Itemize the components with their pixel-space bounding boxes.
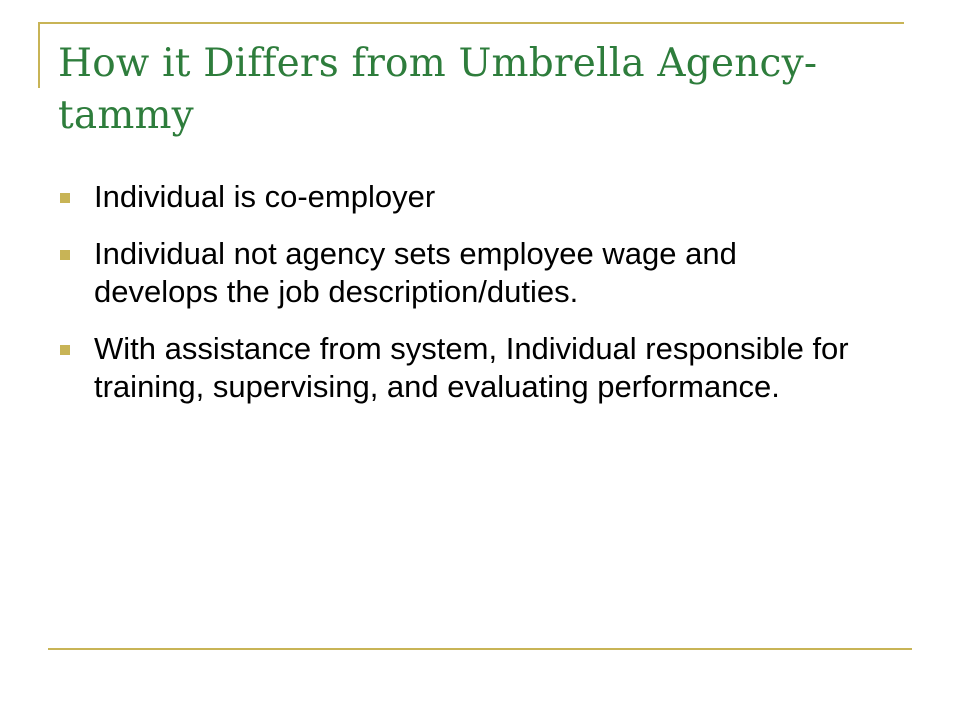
left-divider: [38, 22, 40, 88]
list-item: [60, 235, 860, 311]
bullet-text: With assistance from system, Individual responsible for training, supervising, and evaluating performance.: [94, 331, 849, 404]
square-bullet-icon: [60, 345, 70, 355]
bottom-divider: [48, 648, 912, 650]
list-item: [60, 330, 860, 406]
square-bullet-icon: [60, 250, 70, 260]
top-divider: [38, 22, 904, 24]
bullet-text: Individual is co-employer: [94, 179, 436, 214]
square-bullet-icon: [60, 193, 70, 203]
bullet-list: [60, 178, 860, 425]
list-item: [60, 178, 860, 216]
bullet-text: Individual not agency sets employee wage and develops the job description/duties.: [94, 236, 737, 309]
slide-title: How it Differs from Umbrella Agency-tammy: [58, 41, 818, 138]
